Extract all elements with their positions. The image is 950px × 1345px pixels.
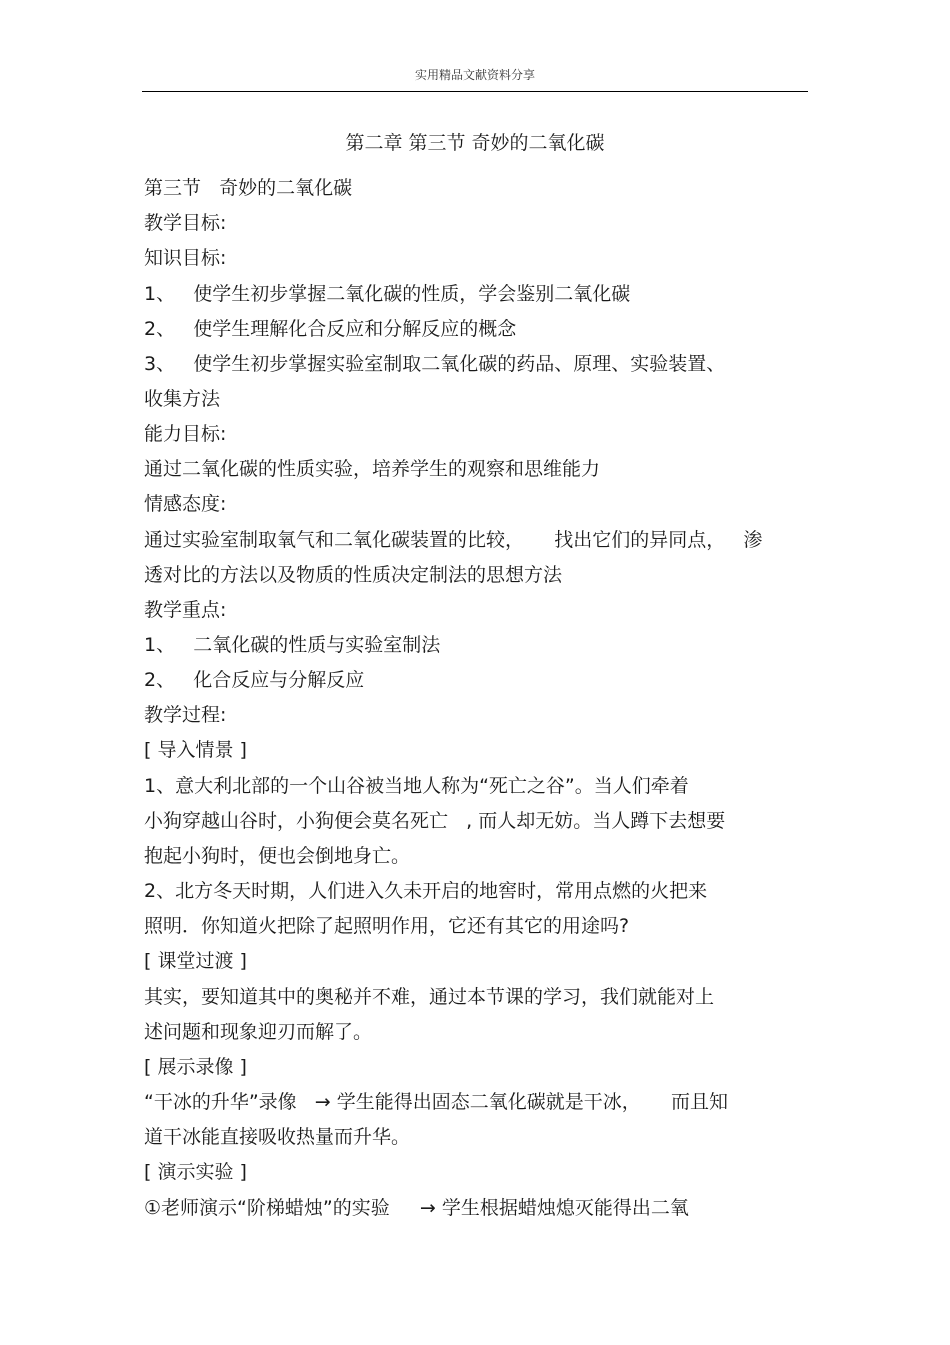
text-line: 2、北方冬天时期，人们进入久未开启的地窖时，常用点燃的火把来 (144, 880, 708, 902)
text-line: [ 课堂过渡 ] (144, 950, 247, 972)
text-line: 照明．你知道火把除了起照明作用，它还有其它的用途吗? (144, 915, 630, 937)
text-line: 通过二氧化碳的性质实验，培养学生的观察和思维能力 (144, 458, 601, 480)
text-line: 其实，要知道其中的奥秘并不难，通过本节课的学习，我们就能对上 (144, 986, 715, 1008)
text-line: 通过实验室制取氧气和二氧化碳装置的比较， 找出它们的异同点， 渗 (144, 529, 763, 551)
text-line: 道干冰能直接吸收热量而升华。 (144, 1126, 411, 1148)
text-line: 第三节 奇妙的二氧化碳 (144, 177, 353, 199)
header-divider (142, 91, 808, 92)
text-line: 教学重点: (144, 599, 227, 621)
text-line: 述问题和现象迎刃而解了。 (144, 1021, 373, 1043)
text-line: 透对比的方法以及物质的性质决定制法的思想方法 (144, 564, 563, 586)
text-line: 情感态度: (144, 493, 227, 515)
text-line: [ 导入情景 ] (144, 739, 247, 761)
page-header: 实用精品文献资料分享 (414, 68, 535, 82)
chapter-title: 第二章 第三节 奇妙的二氧化碳 (345, 132, 605, 154)
text-line: 知识目标: (144, 247, 227, 269)
text-line: 3、 使学生初步掌握实验室制取二氧化碳的药品、原理、实验装置、 (144, 353, 726, 375)
text-line: [ 演示实验 ] (144, 1161, 247, 1183)
text-line: 1、 二氧化碳的性质与实验室制法 (144, 634, 441, 656)
text-line: 1、 使学生初步掌握二氧化碳的性质，学会鉴别二氧化碳 (144, 283, 631, 305)
text-line: 2、 化合反应与分解反应 (144, 669, 365, 691)
text-line: 收集方法 (144, 388, 221, 410)
text-line: [ 展示录像 ] (144, 1056, 247, 1078)
text-line: 2、 使学生理解化合反应和分解反应的概念 (144, 318, 517, 340)
text-line: “干冰的升华”录像 → 学生能得出固态二氧化碳就是干冰， 而且知 (144, 1091, 728, 1113)
text-line: 小狗穿越山谷时，小狗便会莫名死亡 , 而人却无妨。当人蹲下去想要 (144, 810, 726, 832)
text-line: 能力目标: (144, 423, 227, 445)
text-line: ①老师演示“阶梯蜡烛”的实验 → 学生根据蜡烛熄灭能得出二氧 (144, 1197, 689, 1219)
text-line: 1、意大利北部的一个山谷被当地人称为“死亡之谷”。当人们牵着 (144, 775, 689, 797)
text-line: 抱起小狗时，便也会倒地身亡。 (144, 845, 411, 867)
text-line: 教学过程: (144, 704, 227, 726)
text-line: 教学目标: (144, 212, 227, 234)
